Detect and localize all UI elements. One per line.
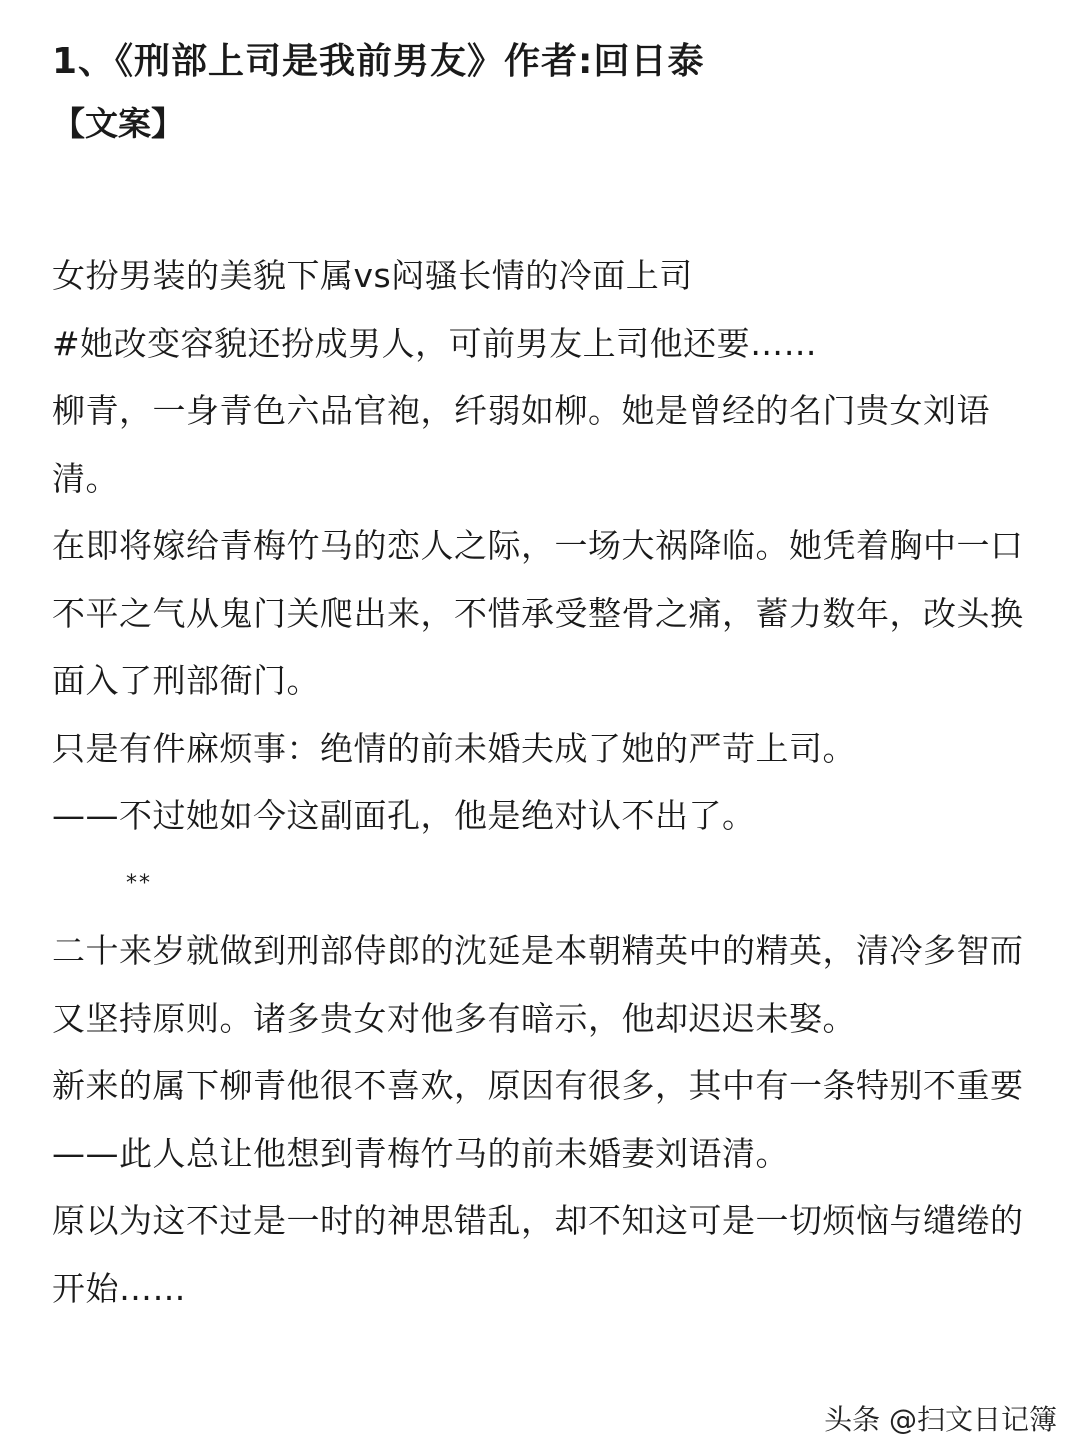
synopsis-body — [52, 242, 1042, 1322]
paragraph: #她改变容貌还扮成男人，可前男友上司他还要…… — [52, 323, 818, 363]
paragraph: 柳青，一身青色六品官袍，纤弱如柳。她是曾经的名门贵女刘语清。 — [52, 391, 990, 498]
watermark: 头条 @扫文日记簿 — [824, 1403, 1057, 1436]
paragraph: 在即将嫁给青梅竹马的恋人之际，一场大祸降临。她凭着胸中一口不平之气从鬼门关爬出来，不惜承受整骨之痛，蓄力数年，改头换面入了刑部衙门。 — [52, 526, 1024, 700]
book-title: 1、《刑部上司是我前男友》作者:回日泰 — [52, 41, 705, 82]
paragraph: ——不过她如今这副面孔，他是绝对认不出了。 — [52, 796, 756, 835]
paragraph: 原以为这不过是一时的神思错乱，却不知这可是一切烦恼与缱绻的开始…… — [52, 1201, 1024, 1308]
paragraph: 只是有件麻烦事：绝情的前未婚夫成了她的严苛上司。 — [52, 728, 856, 768]
paragraph: 二十来岁就做到刑部侍郎的沈延是本朝精英中的精英，清冷多智而又坚持原则。诸多贵女对他多有暗示，他却迟迟未娶。 — [52, 931, 1024, 1038]
paragraph: 女扮男装的美貌下属vs闷骚长情的冷面上司 — [52, 256, 693, 295]
section-label: 【文案】 — [52, 104, 184, 143]
document-page — [52, 38, 1042, 1322]
section-separator: ** — [126, 870, 152, 896]
paragraph: 新来的属下柳青他很不喜欢，原因有很多，其中有一条特别不重要——此人总让他想到青梅竹马的前未婚妻刘语清。 — [52, 1066, 1024, 1173]
